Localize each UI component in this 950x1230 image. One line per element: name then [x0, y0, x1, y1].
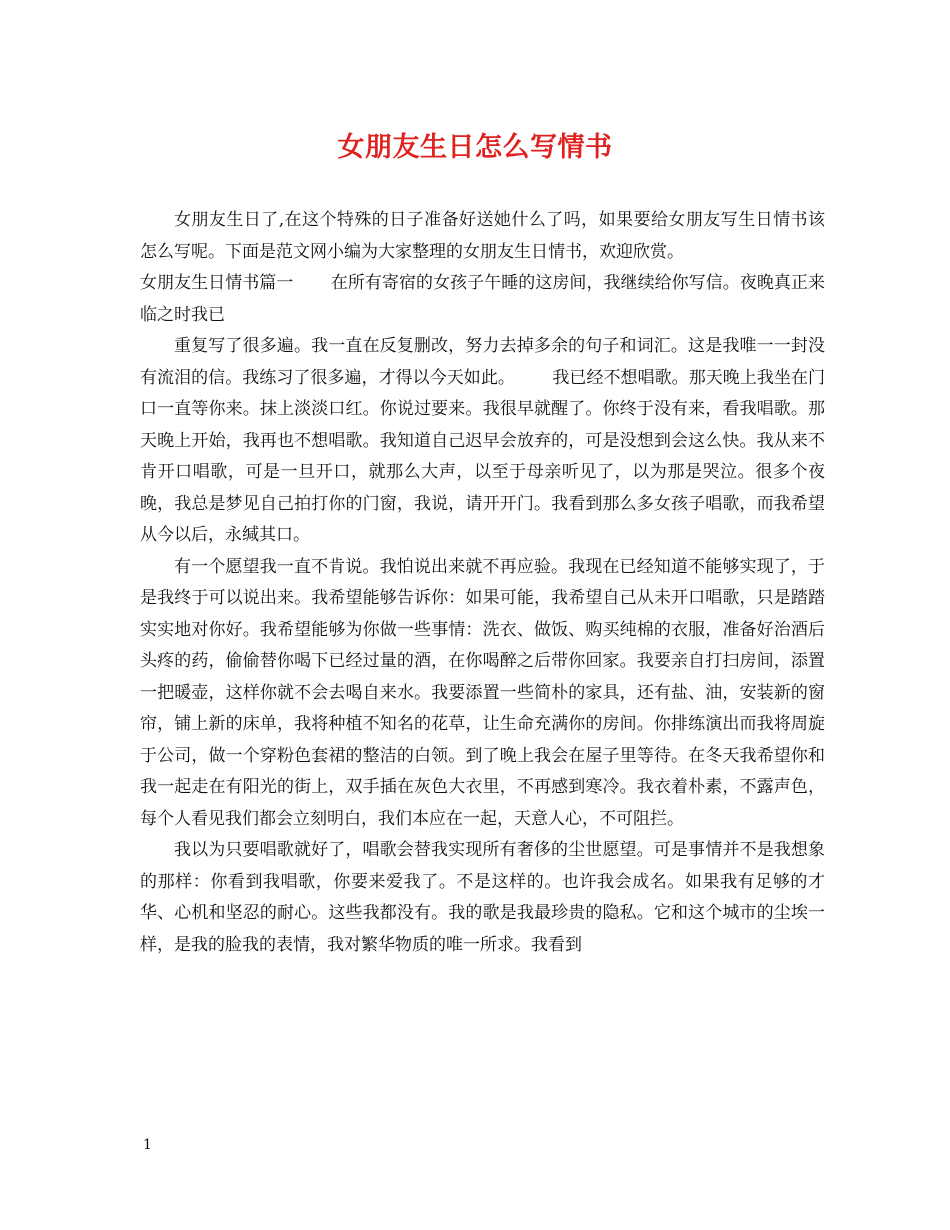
page-number: 1 — [143, 1137, 152, 1153]
paragraph-singing: 我以为只要唱歌就好了，唱歌会替我实现所有奢侈的尘世愿望。可是事情并不是我想象的那样：你看到我唱歌，你要来爱我了。不是这样的。也许我会成名。如果我有足够的才华、心机和坚忍的耐心。这些我都没有。我的歌是我最珍贵的隐私。它和这个城市的尘埃一样，是我的脸我的表情，我对繁华物质的唯一所求。我看到 — [140, 840, 825, 955]
document-body — [140, 205, 825, 961]
paragraph-intro: 女朋友生日了,在这个特殊的日子准备好送她什么了吗，如果要给女朋友写生日情书该怎么写呢。下面是范文网小编为大家整理的女朋友生日情书，欢迎欣赏。 — [140, 210, 825, 262]
paragraph-text-b: 我已经不想唱歌。那天晚上我坐在门口一直等你来。抹上淡淡口红。你说过要来。我很早就醒了。你终于没有来，看我唱歌。那天晚上开始，我再也不想唱歌。我知道自己迟早会放弃的，可是没想到会这么快。我从来不肯开口唱歌，可是一旦开口，就那么大声，以至于母亲听见了，以为那是哭泣。很多个夜晚，我总是梦见自己拍打你的门窗，我说，请开开门。我看到那么多女孩子唱歌，而我希望从今以后，永缄其口。 — [140, 367, 826, 545]
paragraph-letter-two — [140, 331, 825, 552]
document-title: 女朋友生日怎么写情书 — [337, 132, 613, 163]
paragraph-text-a: 重复写了很多遍。我一直在反复删改，努力去掉多余的句子和词汇。这是我唯一一封没有流泪的信。我练习了很多遍，才得以今天如此。 — [140, 336, 825, 388]
section-heading: 女朋友生日情书篇一 — [140, 273, 294, 293]
paragraph-wish: 有一个愿望我一直不肯说。我怕说出来就不再应验。我现在已经知道不能够实现了，于是我终于可以说出来。我希望能够告诉你：如果可能，我希望自己从未开口唱歌，只是踏踏实实地对你好。我希望能够为你做一些事情：洗衣、做饭、购买纯棉的衣服，准备好治酒后头疼的药，偷偷替你喝下已经过量的酒，在你喝醉之后带你回家。我要亲自打扫房间，添置一把暖壶，这样你就不会去喝自来水。我要添置一些简朴的家具，还有盐、油，安装新的窗帘，铺上新的床单，我将种植不知名的花草，让生命充满你的房间。你排练演出而我将周旋于公司，做一个穿粉色套裙的整洁的白领。到了晚上我会在屋子里等待。在冬天我希望你和我一起走在有阳光的街上，双手插在灰色大衣里，不再感到寒冷。我衣着朴素，不露声色，每个人看见我们都会立刻明白，我们本应在一起，天意人心，不可阻拦。 — [140, 556, 825, 829]
section-text: 在所有寄宿的女孩子午睡的这房间，我继续给你写信。夜晚真正来临之时我已 — [140, 273, 826, 325]
paragraph-section-one — [140, 268, 825, 331]
